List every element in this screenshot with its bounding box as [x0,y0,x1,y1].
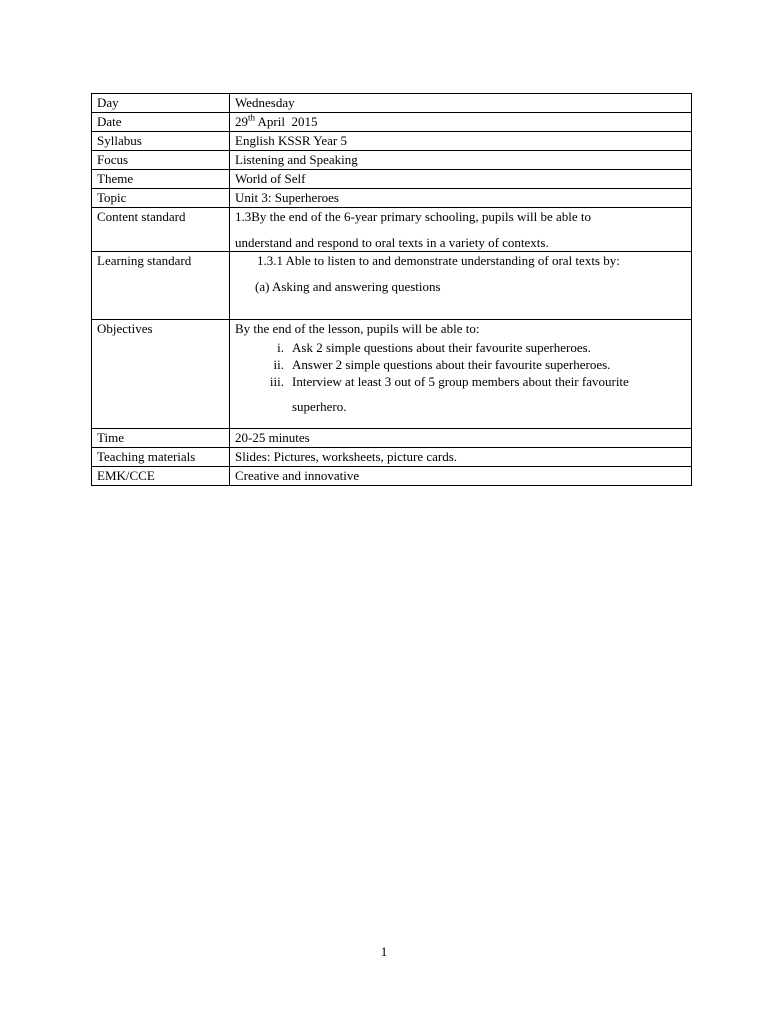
objective-item [235,374,687,414]
learning-standard-line1: 1.3.1 Able to listen to and demonstrate understanding of oral texts by: [257,253,620,268]
learning-standard-line2: (a) Asking and answering questions [255,279,441,294]
value-content-standard [230,208,692,252]
row-focus [92,151,692,170]
row-day [92,94,692,113]
objective-number: iii. [269,374,284,389]
date-day: 29 [235,114,248,129]
objective-item [235,340,687,355]
objective-text: Answer 2 simple questions about their favourite superheroes. [292,357,611,372]
value-teaching-materials: Slides: Pictures, worksheets, picture cards. [230,448,692,467]
value-learning-standard [230,252,692,320]
row-emk-cce [92,467,692,486]
value-syllabus: English KSSR Year 5 [230,132,692,151]
row-topic [92,189,692,208]
label-date: Date [92,113,230,132]
objective-text: Ask 2 simple questions about their favourite superheroes. [292,340,591,355]
value-time: 20-25 minutes [230,429,692,448]
value-theme: World of Self [230,170,692,189]
date-suffix: th [248,112,256,123]
objective-number: ii. [273,357,284,372]
label-content-standard: Content standard [92,208,230,252]
page-number: 1 [380,944,388,959]
label-topic: Topic [92,189,230,208]
label-objectives: Objectives [92,320,230,429]
row-syllabus [92,132,692,151]
row-teaching-materials [92,448,692,467]
label-emk-cce: EMK/CCE [92,467,230,486]
row-theme [92,170,692,189]
objective-text-continued: superhero. [292,399,347,414]
row-time [92,429,692,448]
label-time: Time [92,429,230,448]
value-topic: Unit 3: Superheroes [230,189,692,208]
row-learning-standard [92,252,692,320]
value-focus: Listening and Speaking [230,151,692,170]
row-content-standard [92,208,692,252]
label-teaching-materials: Teaching materials [92,448,230,467]
row-date [92,113,692,132]
row-objectives [92,320,692,429]
objective-text-block [292,374,687,414]
objective-text: Interview at least 3 out of 5 group members about their favourite [292,374,629,389]
content-standard-line2: understand and respond to oral texts in a variety of contexts. [235,235,549,250]
content-standard-line1: 1.3By the end of the 6-year primary schooling, pupils will be able to [235,209,591,224]
objectives-intro: By the end of the lesson, pupils will be able to: [235,321,480,336]
label-syllabus: Syllabus [92,132,230,151]
label-focus: Focus [92,151,230,170]
value-day: Wednesday [230,94,692,113]
value-emk-cce: Creative and innovative [230,467,692,486]
label-day: Day [92,94,230,113]
value-date [230,113,692,132]
objective-number: i. [277,340,284,355]
value-objectives [230,320,692,429]
label-theme: Theme [92,170,230,189]
date-rest: April 2015 [255,114,318,129]
lesson-plan-table [91,93,692,486]
objective-item [235,357,687,372]
label-learning-standard: Learning standard [92,252,230,320]
